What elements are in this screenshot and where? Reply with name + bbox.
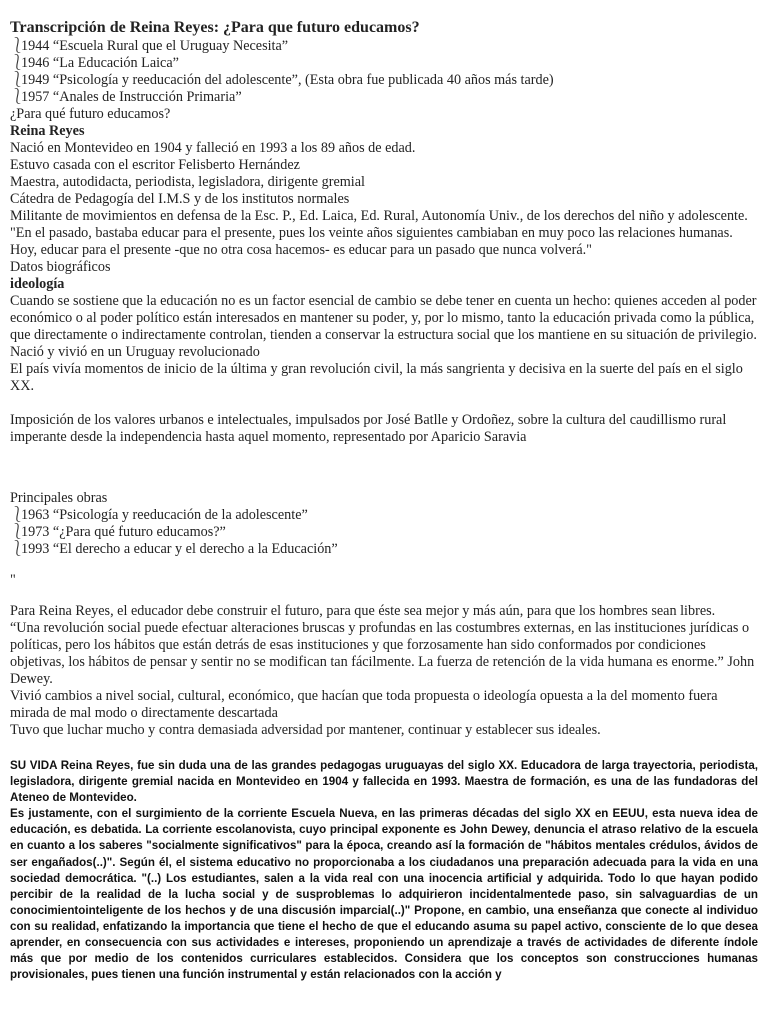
early-work-item: ⎱1957 “Anales de Instrucción Primaria” — [10, 89, 242, 105]
early-work-item: ⎱1946 “La Educación Laica” — [10, 55, 179, 71]
subtitle-question: ¿Para qué futuro educamos? — [10, 106, 171, 122]
militante-paragraph: Militante de movimientos en defensa de la Esc. P., Ed. Laica, Ed. Rural, Autonomía Univ., de los derechos del niño y adolescente. — [10, 208, 748, 224]
spacer — [10, 739, 758, 758]
bio-line: Maestra, autodidacta, periodista, legisladora, dirigente gremial — [10, 174, 365, 190]
escuela-nueva-paragraph: Es justamente, con el surgimiento de la corriente Escuela Nueva, en las primeras décadas del siglo XX en EEUU, esta nueva idea de educación, es debatida. La corriente escolanovista, cuyo principal exponente es John Dewey, denuncia el atraso relativo de la escuela en cuanto a los saberes "socialmente significativos" para la época, creando así la formación de "hábitos mentales crédulos, ávidos de ser engañados(..)". Según él, el sistema educativo no proporcionaba a los ciudadanos una preparación adecuada para la vida en una sociedad democrática. "(..) Los estudiantes, salen a la vida real con una inocencia artificial y adquirida. Todo lo que hayan podido percibir de la realidad de la lucha social y de susproblemas lo adquirieron incidentalmentede paso, sin salvaguardias de un conocimientointeligente de los hechos y de una discusión imparcial(..)" Propone, en cambio, una enseñanza que conecte al individuo con su realidad, enfatizando la importancia que tiene el hecho de que el educando asuma su papel activo, consciente de lo que desea aprender, en consecuencia con sus actividades e intereses, proponiendo un aprendizaje a través de actividades de diferente índole más que por medio de los contenidos curriculares establecidos. Considera que los conceptos son construcciones humanas provisionales, pues tienen una función instrumental y están relacionados con la acción y — [10, 807, 758, 982]
spacer — [10, 558, 758, 572]
obras-heading: Principales obras — [10, 490, 108, 506]
spacer — [10, 589, 758, 603]
main-work-item: ⎱1963 “Psicología y reeducación de la adolescente” — [10, 507, 308, 523]
stray-quote-mark: " — [10, 572, 16, 588]
bullet-bracket-icon: ⎱ — [10, 55, 26, 71]
pasado-quote: "En el pasado, bastaba educar para el presente, pues los veinte años siguientes cambiaban en muy poco las relaciones humanas. Hoy, educar para el presente -que no otra cosa hacemos- es educar para un pasado que nunca volverá." — [10, 225, 733, 258]
tuvo-paragraph: Tuvo que luchar mucho y contra demasiada adversidad por mantener, continuar y establecer sus ideales. — [10, 722, 601, 738]
bullet-bracket-icon: ⎱ — [10, 89, 26, 105]
su-vida-paragraph: SU VIDA Reina Reyes, fue sin duda una de las grandes pedagogas uruguayas del siglo XX. Educadora de larga trayectoria, periodista, legisladora, dirigente gremial nacida en Montevideo en 1904 y fallecida en 1993. Maestra de formación, es una de las fundadoras del Ateneo de Montevideo. — [10, 759, 758, 805]
early-work-item: ⎱1944 “Escuela Rural que el Uruguay Necesita” — [10, 38, 289, 54]
vivio-paragraph: Vivió cambios a nivel social, cultural, económico, que hacían que toda propuesta o ideología opuesta a la del momento fuera mirada de mal modo o directamente descartada — [10, 688, 718, 721]
spacer — [10, 395, 758, 412]
bio-line: Nació en Montevideo en 1904 y falleció en 1993 a los 89 años de edad. — [10, 140, 416, 156]
imposicion-paragraph: Imposición de los valores urbanos e intelectuales, impulsados por José Batlle y Ordoñez, sobre la cultura del caudillismo rural imperante desde la independencia hasta aquel momento, representado por Aparicio Saravia — [10, 412, 727, 445]
su-vida-section — [10, 758, 758, 983]
document-title: Transcripción de Reina Reyes: ¿Para que futuro educamos? — [10, 19, 420, 36]
serif-section — [10, 18, 758, 739]
datos-biograficos-label: Datos biográficos — [10, 259, 111, 275]
main-work-item: ⎱1973 “¿Para qué futuro educamos?” — [10, 524, 226, 540]
pais-paragraph: El país vivía momentos de inicio de la última y gran revolución civil, la más sangrienta y decisiva en la suerte del país en el siglo XX. — [10, 361, 743, 394]
bullet-bracket-icon: ⎱ — [10, 72, 26, 88]
main-work-item: ⎱1993 “El derecho a educar y el derecho a la Educación” — [10, 541, 338, 557]
dewey-quote: “Una revolución social puede efectuar alteraciones bruscas y profundas en las costumbres externas, en las instituciones jurídicas o políticas, pero los hábitos que están detrás de esas instituciones y que forzosamente han sido conformados por condiciones objetivas, los hábitos de pensar y sentir no se modifican tan fácilmente. La fuerza de retención de la vida humana es enorme.” John Dewey. — [10, 620, 755, 687]
document-page — [10, 18, 758, 983]
bullet-bracket-icon: ⎱ — [10, 541, 26, 557]
ideologia-heading: ideología — [10, 276, 65, 292]
uruguay-line: Nació y vivió en un Uruguay revolucionado — [10, 344, 260, 360]
educador-paragraph: Para Reina Reyes, el educador debe construir el futuro, para que éste sea mejor y más aún, para que los hombres sean libres. — [10, 603, 716, 619]
bullet-bracket-icon: ⎱ — [10, 507, 26, 523]
bio-line: Estuvo casada con el escritor Felisberto Hernández — [10, 157, 300, 173]
bullet-bracket-icon: ⎱ — [10, 524, 26, 540]
ideologia-paragraph: Cuando se sostiene que la educación no es un factor esencial de cambio se debe tener en cuenta un hecho: quienes acceden al poder económico o al poder político están interesados en mantener su poder, y, por lo mismo, tanto la educación privada como la pública, que directamente o indirectamente controlan, tienden a conservar la estructura social que los mantiene en su situación de privilegio. — [10, 293, 757, 343]
bullet-bracket-icon: ⎱ — [10, 38, 26, 54]
name-heading: Reina Reyes — [10, 123, 85, 139]
early-work-item: ⎱1949 “Psicología y reeducación del adolescente”, (Esta obra fue publicada 40 años más tarde) — [10, 72, 554, 88]
bio-line: Cátedra de Pedagogía del I.M.S y de los institutos normales — [10, 191, 350, 207]
spacer — [10, 446, 758, 490]
